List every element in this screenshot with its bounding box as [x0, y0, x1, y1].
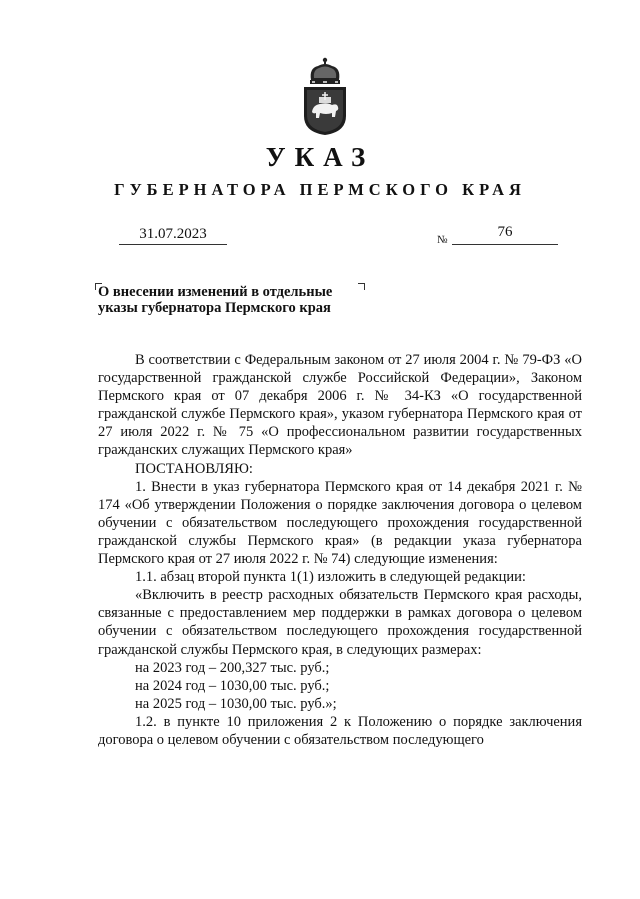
preamble-paragraph: В соответствии с Федеральным законом от 27 июля 2004 г. № 79-ФЗ «О государственной гражданской службе Российской Федерации», Законом Пермского края от 07 декабря 2006 г. № 34-КЗ «О государственной гражданской службе Пермского края», указом губернатора Пермского края от 27 июля 2022 г. № 75 «О профессиональном развитии государственных гражданских служащих Пермского края»: [98, 352, 582, 459]
number-sign: №: [437, 234, 448, 246]
coat-of-arms-icon: [301, 56, 349, 136]
amount-2024: на 2024 год – 1030,00 тыс. руб.;: [135, 677, 330, 694]
decree-word: ПОСТАНОВЛЯЮ:: [135, 460, 253, 477]
item-1-2-paragraph: 1.2. в пункте 10 приложения 2 к Положению о порядке заключения договора о целевом обучении с обязательством последующего: [98, 713, 582, 748]
amount-2023: на 2023 год – 200,327 тыс. руб.;: [135, 659, 330, 676]
item-1-1-paragraph: 1.1. абзац второй пункта 1(1) изложить в следующей редакции:: [135, 569, 526, 586]
decree-body: [98, 351, 582, 749]
quote-paragraph: «Включить в реестр расходных обязательств Пермского края расходы, связанные с предоставлением мер поддержки в рамках договора о целевом обучении с обязательством последующего прохождения государственной гражданской службы Пермского края, в следующих размерах:: [98, 587, 582, 658]
decree-subject: [98, 284, 368, 316]
document-subtitle: ГУБЕРНАТОРА ПЕРМСКОГО КРАЯ: [114, 180, 526, 199]
subject-line-1: О внесении изменений в отдельные: [98, 284, 333, 300]
document-title: УКАЗ: [265, 142, 375, 172]
decree-number: 76: [452, 224, 558, 245]
amount-2025: на 2025 год – 1030,00 тыс. руб.»;: [135, 695, 337, 712]
decree-date: 31.07.2023: [119, 226, 227, 245]
subject-line-2: указы губернатора Пермского края: [98, 300, 331, 316]
item-1-paragraph: 1. Внести в указ губернатора Пермского края от 14 декабря 2021 г. № 174 «Об утверждении Положения о порядке заключения договора о целевом обучении с обязательством последующего прохождения государственной гражданской службы Пермского края» (в редакции указа губернатора Пермского края от 27 июля 2022 г. № 74) следующие изменения:: [98, 478, 582, 568]
